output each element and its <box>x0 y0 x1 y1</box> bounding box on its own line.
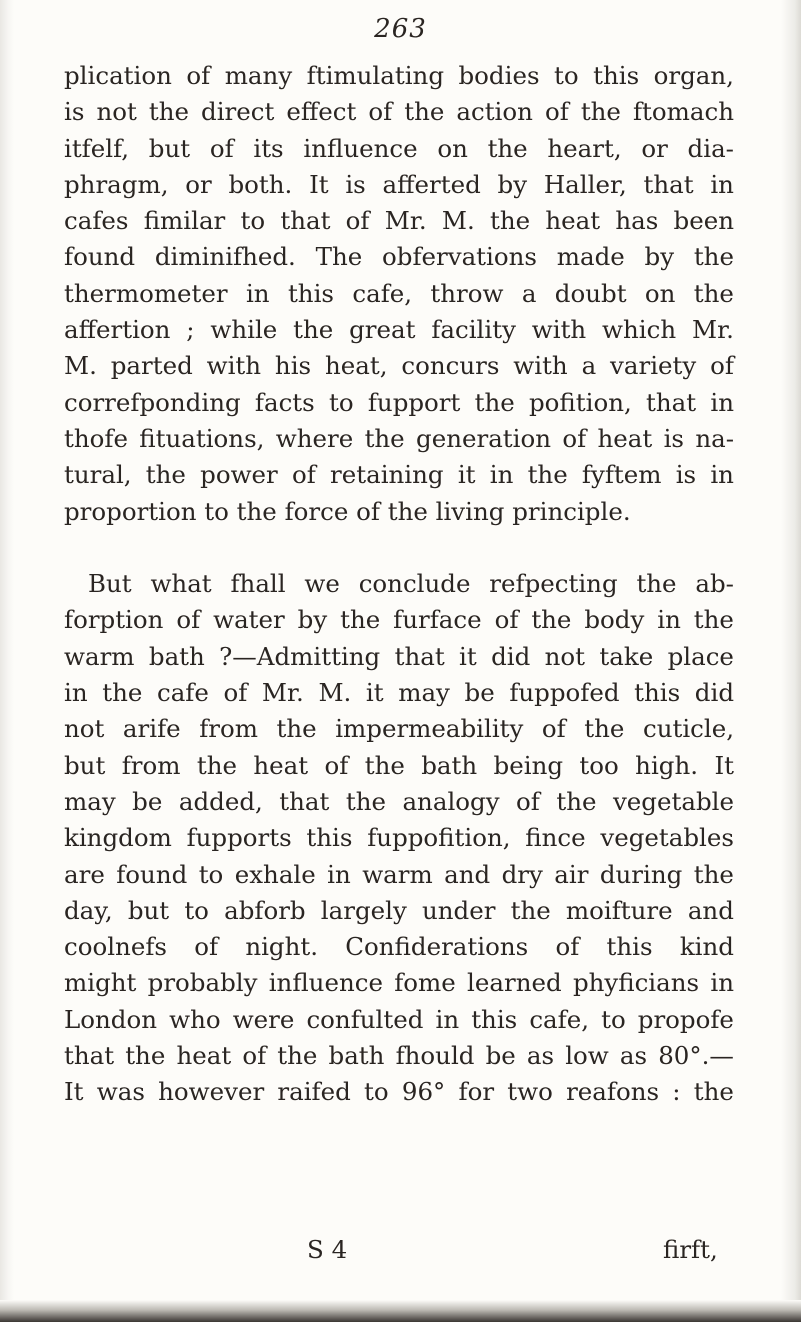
text-line: London who were confulted in this cafe, to propofe <box>64 1004 734 1034</box>
paragraph-gap <box>64 530 734 566</box>
text-line: forption of water by the furface of the body in the <box>64 605 734 635</box>
text-line: that the heat of the bath fhould be as low as 80°.— <box>64 1041 734 1071</box>
text-line: warm bath ?—Admitting that it did not take place <box>64 641 734 671</box>
text-line: kingdom fupports this fuppofition, fince vegetables <box>64 823 734 853</box>
text-line: coolnefs of night. Confiderations of this kind <box>64 932 734 962</box>
text-line: proportion to the force of the living principle. <box>64 496 631 526</box>
text-line: found diminifhed. The obfervations made by the <box>64 242 734 272</box>
text-line: but from the heat of the bath being too high. It <box>64 750 734 780</box>
text-line: are found to exhale in warm and dry air during the <box>64 859 734 889</box>
page-right-edge-shadow <box>781 0 801 1322</box>
catchword: firft, <box>663 1235 718 1264</box>
page-number: 263 <box>374 14 427 44</box>
body-text <box>64 58 734 1111</box>
text-line: plication of many ftimulating bodies to this organ, <box>64 61 734 90</box>
signature-mark: S 4 <box>307 1235 348 1264</box>
text-line: thofe fituations, where the generation of heat is na- <box>64 423 734 453</box>
text-line: not arife from the impermeability of the cuticle, <box>64 714 734 744</box>
text-line: But what fhall we conclude refpecting the ab- <box>88 569 734 599</box>
text-line: thermometer in this cafe, throw a doubt on the <box>64 278 734 308</box>
paragraph-1 <box>64 58 734 530</box>
text-line: tural, the power of retaining it in the fyftem is in <box>64 460 734 490</box>
text-line: itfelf, but of its influence on the heart, or dia- <box>64 133 734 163</box>
text-line: cafes fimilar to that of Mr. M. the heat has been <box>64 206 734 236</box>
text-line: correfponding facts to fupport the pofition, that in <box>64 387 734 417</box>
text-line: is not the direct effect of the action of the ftomach <box>64 97 734 127</box>
text-line: M. parted with his heat, concurs with a variety of <box>64 351 734 381</box>
text-line: phragm, or both. It is afferted by Haller, that in <box>64 169 734 199</box>
paragraph-2 <box>64 566 734 1110</box>
page-bottom-edge-shadow <box>0 1300 801 1322</box>
text-line: in the cafe of Mr. M. it may be fuppofed this did <box>64 678 734 708</box>
text-line: It was however raifed to 96° for two reafons : the <box>64 1077 734 1107</box>
text-line: day, but to abforb largely under the moifture and <box>64 895 734 925</box>
page-left-edge-shadow <box>0 0 14 1322</box>
text-line: might probably influence fome learned phyficians in <box>64 968 734 998</box>
text-line: may be added, that the analogy of the vegetable <box>64 786 734 816</box>
text-line: affertion ; while the great facility with which Mr. <box>64 315 734 345</box>
